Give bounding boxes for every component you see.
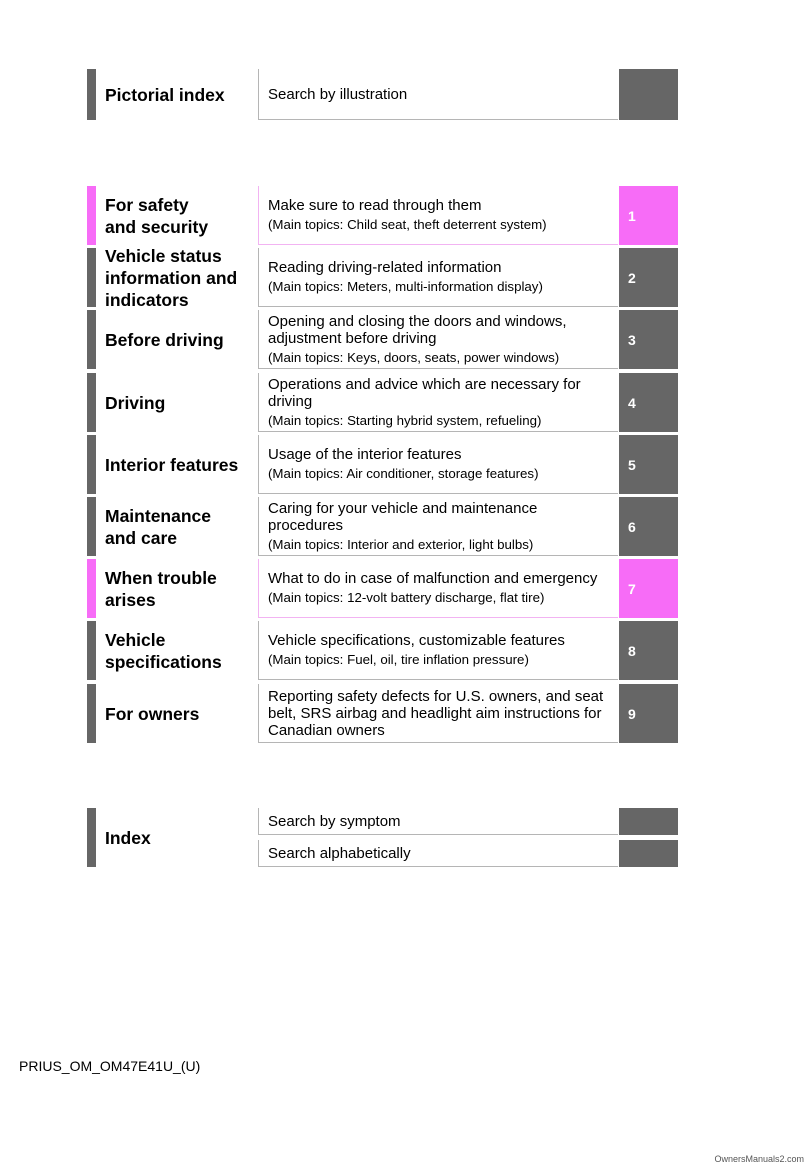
pictorial-index-link[interactable]: Search by illustration [268, 85, 408, 103]
chapter-topics: (Main topics: Fuel, oil, tire inflation pressure) [268, 652, 529, 667]
chapter-description[interactable] [258, 310, 618, 369]
chapter-topics: (Main topics: Starting hybrid system, refueling) [268, 412, 542, 428]
chapter-row[interactable] [87, 684, 678, 743]
chapter-main-text: Vehicle specifications, customizable features [268, 632, 565, 649]
chapter-topics: (Main topics: Interior and exterior, light bulbs) [268, 536, 534, 552]
chapter-main-text: Reading driving-related information [268, 259, 502, 276]
index-title: Index [105, 827, 151, 848]
chapter-number-tab[interactable]: 1 [619, 186, 678, 245]
chapter-number-tab[interactable]: 7 [619, 559, 678, 618]
chapter-title: Vehicle specifications [105, 629, 222, 672]
chapter-bar [87, 559, 96, 618]
chapter-main-text: What to do in case of malfunction and emergency [268, 570, 598, 587]
document-code: PRIUS_OM_OM47E41U_(U) [19, 1058, 201, 1074]
watermark: OwnersManuals2.com [714, 1154, 804, 1164]
chapter-main-text: Operations and advice which are necessary for driving [268, 375, 581, 410]
chapter-bar [87, 248, 96, 307]
chapter-number-tab[interactable]: 5 [619, 435, 678, 494]
search-by-symptom-tab[interactable] [619, 808, 678, 835]
chapter-description[interactable] [258, 435, 618, 494]
chapter-topics: (Main topics: Keys, doors, seats, power windows) [268, 349, 560, 365]
chapter-description[interactable] [258, 559, 618, 618]
pictorial-index-tab[interactable] [619, 69, 678, 120]
chapter-bar [87, 435, 96, 494]
search-alphabetically-link[interactable]: Search alphabetically [258, 840, 618, 867]
chapter-title: When trouble arises [105, 567, 217, 610]
pictorial-index-row[interactable] [87, 69, 678, 120]
chapter-topics: (Main topics: Meters, multi-information display) [268, 279, 543, 294]
chapter-main-text: Opening and closing the doors and windows, adjustment before driving [268, 312, 567, 347]
chapter-number-tab[interactable]: 4 [619, 373, 678, 432]
chapter-bar [87, 310, 96, 369]
chapter-description[interactable] [258, 248, 618, 307]
chapter-main-text: Make sure to read through them [268, 197, 482, 214]
index-row [87, 808, 678, 867]
chapter-topics: (Main topics: Child seat, theft deterrent system) [268, 217, 547, 232]
chapter-title: Before driving [105, 329, 224, 350]
chapter-topics: (Main topics: Air conditioner, storage features) [268, 466, 539, 481]
chapter-description[interactable] [258, 621, 618, 680]
index-bar [87, 808, 96, 867]
chapter-title: Driving [105, 392, 166, 413]
chapter-bar [87, 373, 96, 432]
chapter-description[interactable] [258, 684, 618, 743]
chapter-number-tab[interactable]: 9 [619, 684, 678, 743]
chapter-bar [87, 186, 96, 245]
pictorial-index-desc[interactable] [258, 69, 618, 120]
chapter-row[interactable] [87, 373, 678, 432]
chapter-title: Vehicle status information and indicators [105, 245, 238, 310]
chapter-row[interactable] [87, 310, 678, 369]
search-alphabetically-tab[interactable] [619, 840, 678, 867]
chapter-main-text: Reporting safety defects for U.S. owners, and seat belt, SRS airbag and headlight aim instructions for Canadian owners [268, 687, 604, 739]
pictorial-index-bar [87, 69, 96, 120]
chapter-description[interactable] [258, 497, 618, 556]
chapter-description[interactable] [258, 186, 618, 245]
chapter-title: Maintenance and care [105, 505, 211, 548]
chapter-main-text: Usage of the interior features [268, 446, 462, 463]
chapter-bar [87, 497, 96, 556]
chapter-bar [87, 684, 96, 743]
search-by-symptom-link[interactable]: Search by symptom [258, 808, 618, 835]
chapter-number-tab[interactable]: 2 [619, 248, 678, 307]
chapter-number-tab[interactable]: 3 [619, 310, 678, 369]
chapter-row[interactable] [87, 186, 678, 245]
chapter-title: Interior features [105, 454, 239, 475]
chapter-row[interactable] [87, 245, 678, 310]
chapter-title: For safety and security [105, 194, 209, 237]
chapter-topics: (Main topics: 12-volt battery discharge, flat tire) [268, 590, 545, 605]
chapter-number-tab[interactable]: 8 [619, 621, 678, 680]
chapter-row[interactable] [87, 621, 678, 680]
chapter-bar [87, 621, 96, 680]
chapter-description[interactable] [258, 373, 618, 432]
pictorial-index-title: Pictorial index [105, 84, 225, 105]
chapter-number-tab[interactable]: 6 [619, 497, 678, 556]
chapter-row[interactable] [87, 435, 678, 494]
chapter-main-text: Caring for your vehicle and maintenance procedures [268, 499, 538, 534]
chapter-row[interactable] [87, 497, 678, 556]
chapter-title: For owners [105, 703, 200, 724]
chapter-row[interactable] [87, 559, 678, 618]
